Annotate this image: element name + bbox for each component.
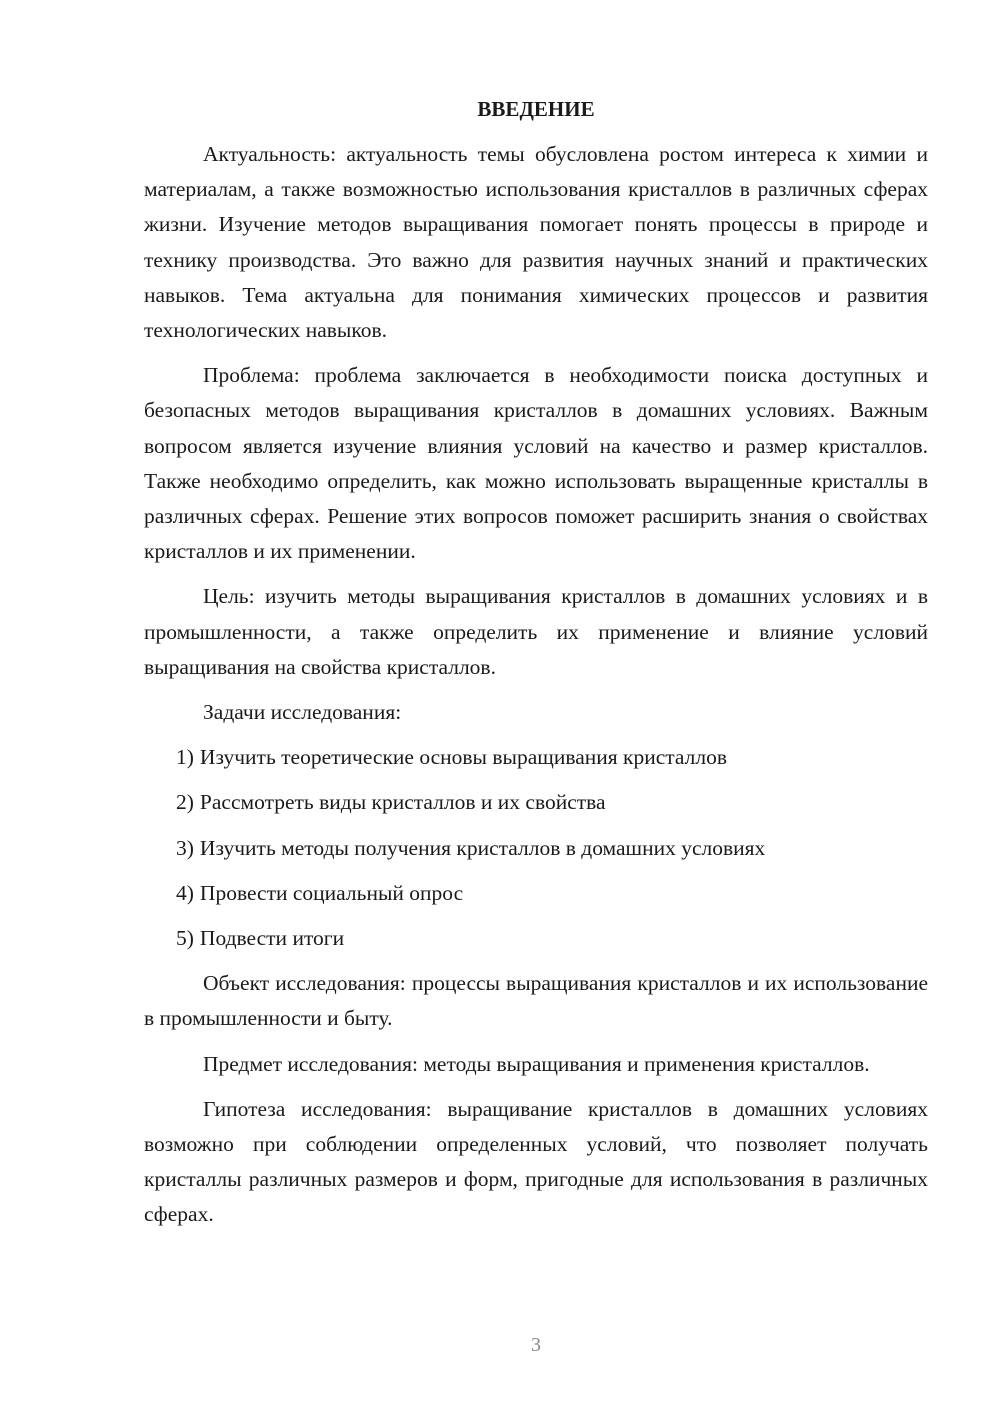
paragraph-object: Объект исследования: процессы выращивания кристаллов и их использование в промышленности и быту. — [144, 971, 928, 1031]
list-item-text: Рассмотреть виды кристаллов и их свойства — [199, 790, 606, 815]
list-item-number: 1) — [176, 745, 194, 770]
list-item-text: Изучить теоретические основы выращивания кристаллов — [199, 745, 728, 770]
paragraph-problem: Проблема: проблема заключается в необходимости поиска доступных и безопасных методов выращивания кристаллов в домашних условиях. Важным вопросом является изучение влияния условий на качество и размер кристаллов. Также необходимо определить, как можно использовать выращенные кристаллы в различных сферах. Решение этих вопросов поможет расширить знания о свойствах кристаллов и их применении. — [144, 363, 928, 564]
list-item — [144, 785, 928, 820]
document-page — [144, 92, 928, 1233]
list-item-number: 5) — [176, 926, 194, 951]
list-item — [144, 740, 928, 775]
list-item — [144, 831, 928, 866]
list-item-number: 3) — [176, 835, 194, 860]
list-item — [144, 876, 928, 911]
list-item-text: Подвести итоги — [199, 926, 345, 951]
list-item-text: Изучить методы получения кристаллов в домашних условиях — [199, 835, 766, 860]
tasks-title: Задачи исследования: — [203, 700, 402, 725]
paragraph-relevance: Актуальность: актуальность темы обусловлена ростом интереса к химии и материалам, а также возможностью использования кристаллов в различных сферах жизни. Изучение методов выращивания помогает понять процессы в природе и технику производства. Это важно для развития научных знаний и практических навыков. Тема актуальна для понимания химических процессов и развития технологических навыков. — [144, 142, 928, 343]
paragraph-goal: Цель: изучить методы выращивания кристаллов в домашних условиях и в промышленности, а также определить их применение и влияние условий выращивания на свойства кристаллов. — [144, 584, 928, 679]
paragraph-hypothesis: Гипотеза исследования: выращивание кристаллов в домашних условиях возможно при соблюдении определенных условий, что позволяет получать кристаллы различных размеров и форм, пригодные для использования в различных сферах. — [144, 1096, 928, 1227]
paragraph-subject: Предмет исследования: методы выращивания и применения кристаллов. — [203, 1051, 870, 1076]
list-item-number: 4) — [176, 880, 194, 905]
list-item-text: Провести социальный опрос — [199, 880, 464, 905]
task-list — [144, 740, 928, 956]
page-number: 3 — [531, 1334, 541, 1356]
list-item — [144, 921, 928, 956]
page-title: ВВЕДЕНИЕ — [477, 97, 595, 121]
list-item-number: 2) — [176, 790, 194, 815]
